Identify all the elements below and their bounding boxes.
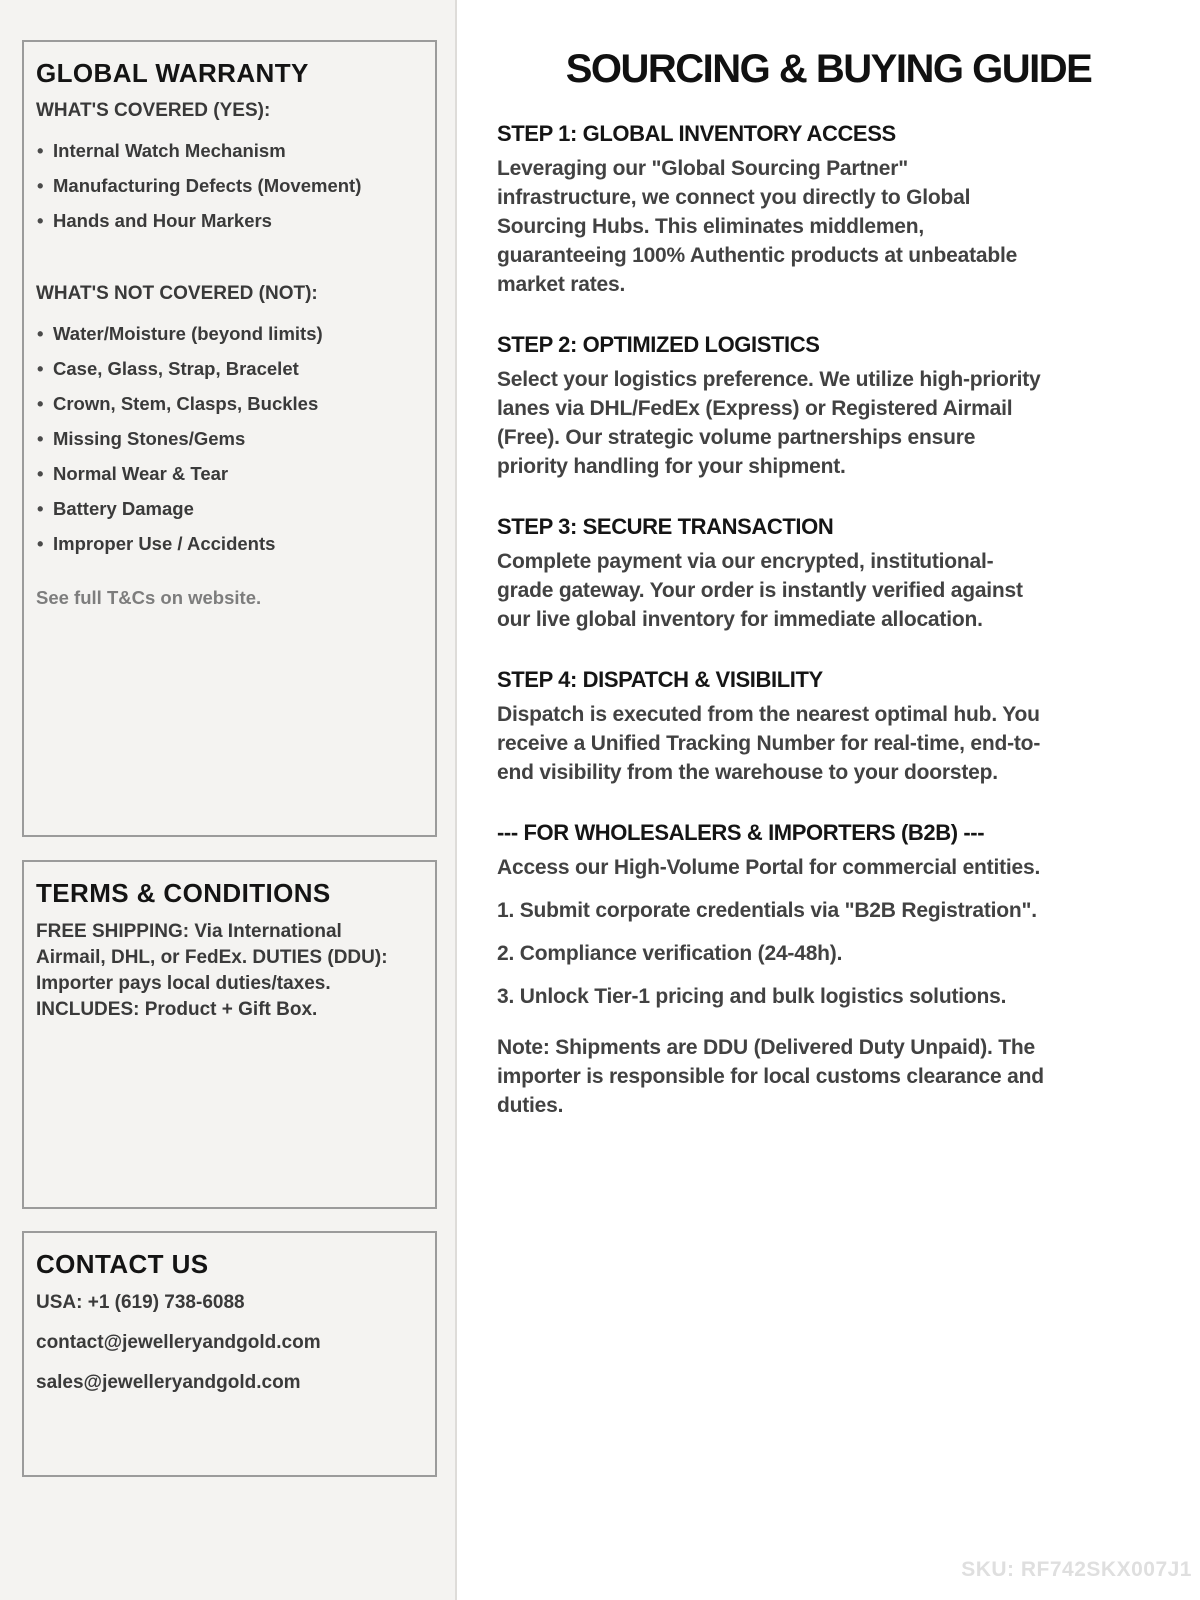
step-2-section bbox=[497, 331, 1160, 481]
sidebar bbox=[0, 0, 457, 1600]
b2b-step: 2. Compliance verification (24-48h). bbox=[497, 942, 843, 965]
step-2-body: Select your logistics preference. We utilize high-priority lanes via DHL/FedEx (Express) or Registered Airmail (Free). Our strategic volume partnerships ensure priority handling for your shipment. bbox=[497, 368, 1041, 478]
step-1-heading: STEP 1: GLOBAL INVENTORY ACCESS bbox=[497, 121, 896, 146]
covered-item: • Manufacturing Defects (Movement) bbox=[36, 168, 421, 203]
step-1-section bbox=[497, 120, 1160, 299]
main-content bbox=[457, 0, 1200, 1600]
contact-line: contact@jewelleryandgold.com bbox=[36, 1332, 321, 1354]
step-3-section bbox=[497, 513, 1160, 634]
sku-label: SKU: RF742SKX007J1 bbox=[961, 1558, 1192, 1581]
covered-list bbox=[36, 133, 421, 238]
b2b-steps bbox=[497, 896, 1160, 1011]
b2b-heading: --- FOR WHOLESALERS & IMPORTERS (B2B) --- bbox=[497, 820, 985, 845]
step-4-heading: STEP 4: DISPATCH & VISIBILITY bbox=[497, 667, 823, 692]
contact-lines bbox=[36, 1290, 421, 1396]
contact-us-box bbox=[22, 1231, 437, 1477]
b2b-step: 3. Unlock Tier-1 pricing and bulk logistics solutions. bbox=[497, 985, 1007, 1008]
warranty-footnote: See full T&Cs on website. bbox=[36, 586, 262, 608]
step-3-body: Complete payment via our encrypted, institutional-grade gateway. Your order is instantly verified against our live global inventory for immediate allocation. bbox=[497, 550, 1023, 631]
terms-conditions-box bbox=[22, 860, 437, 1209]
b2b-note: Note: Shipments are DDU (Delivered Duty Unpaid). The importer is responsible for local customs clearance and duties. bbox=[497, 1036, 1044, 1117]
not-covered-item: • Crown, Stem, Clasps, Buckles bbox=[36, 386, 421, 421]
covered-heading: WHAT'S COVERED (YES): bbox=[36, 100, 271, 122]
b2b-intro: Access our High-Volume Portal for commercial entities. bbox=[497, 856, 1041, 879]
not-covered-heading: WHAT'S NOT COVERED (NOT): bbox=[36, 282, 318, 304]
b2b-step: 1. Submit corporate credentials via "B2B Registration". bbox=[497, 899, 1037, 922]
page-title: SOURCING & BUYING GUIDE bbox=[565, 47, 1092, 91]
step-4-section bbox=[497, 666, 1160, 787]
step-3-heading: STEP 3: SECURE TRANSACTION bbox=[497, 514, 834, 539]
terms-title: TERMS & CONDITIONS bbox=[36, 878, 331, 908]
not-covered-list bbox=[36, 316, 421, 561]
covered-item: • Internal Watch Mechanism bbox=[36, 133, 421, 168]
not-covered-item: • Normal Wear & Tear bbox=[36, 456, 421, 491]
covered-item: • Hands and Hour Markers bbox=[36, 203, 421, 238]
step-2-heading: STEP 2: OPTIMIZED LOGISTICS bbox=[497, 332, 820, 357]
warranty-title: GLOBAL WARRANTY bbox=[36, 58, 309, 88]
step-1-body: Leveraging our "Global Sourcing Partner" infrastructure, we connect you directly to Global Sourcing Hubs. This eliminates middlemen, guaranteeing 100% Authentic products at unbeatable market rates. bbox=[497, 157, 1018, 296]
not-covered-item: • Improper Use / Accidents bbox=[36, 526, 421, 561]
contact-line: sales@jewelleryandgold.com bbox=[36, 1372, 301, 1394]
not-covered-item: • Battery Damage bbox=[36, 491, 421, 526]
not-covered-item: • Missing Stones/Gems bbox=[36, 421, 421, 456]
not-covered-item: • Case, Glass, Strap, Bracelet bbox=[36, 351, 421, 386]
contact-line: USA: +1 (619) 738-6088 bbox=[36, 1292, 245, 1314]
global-warranty-box bbox=[22, 40, 437, 837]
not-covered-item: • Water/Moisture (beyond limits) bbox=[36, 316, 421, 351]
terms-body: FREE SHIPPING: Via International Airmail, DHL, or FedEx. DUTIES (DDU): Importer pays local duties/taxes. INCLUDES: Product + Gift Box. bbox=[36, 921, 388, 1021]
step-4-body: Dispatch is executed from the nearest optimal hub. You receive a Unified Tracking Number for real-time, end-to-end visibility from the warehouse to your doorstep. bbox=[497, 703, 1041, 784]
b2b-section bbox=[497, 819, 1160, 1120]
contact-title: CONTACT US bbox=[36, 1249, 209, 1279]
